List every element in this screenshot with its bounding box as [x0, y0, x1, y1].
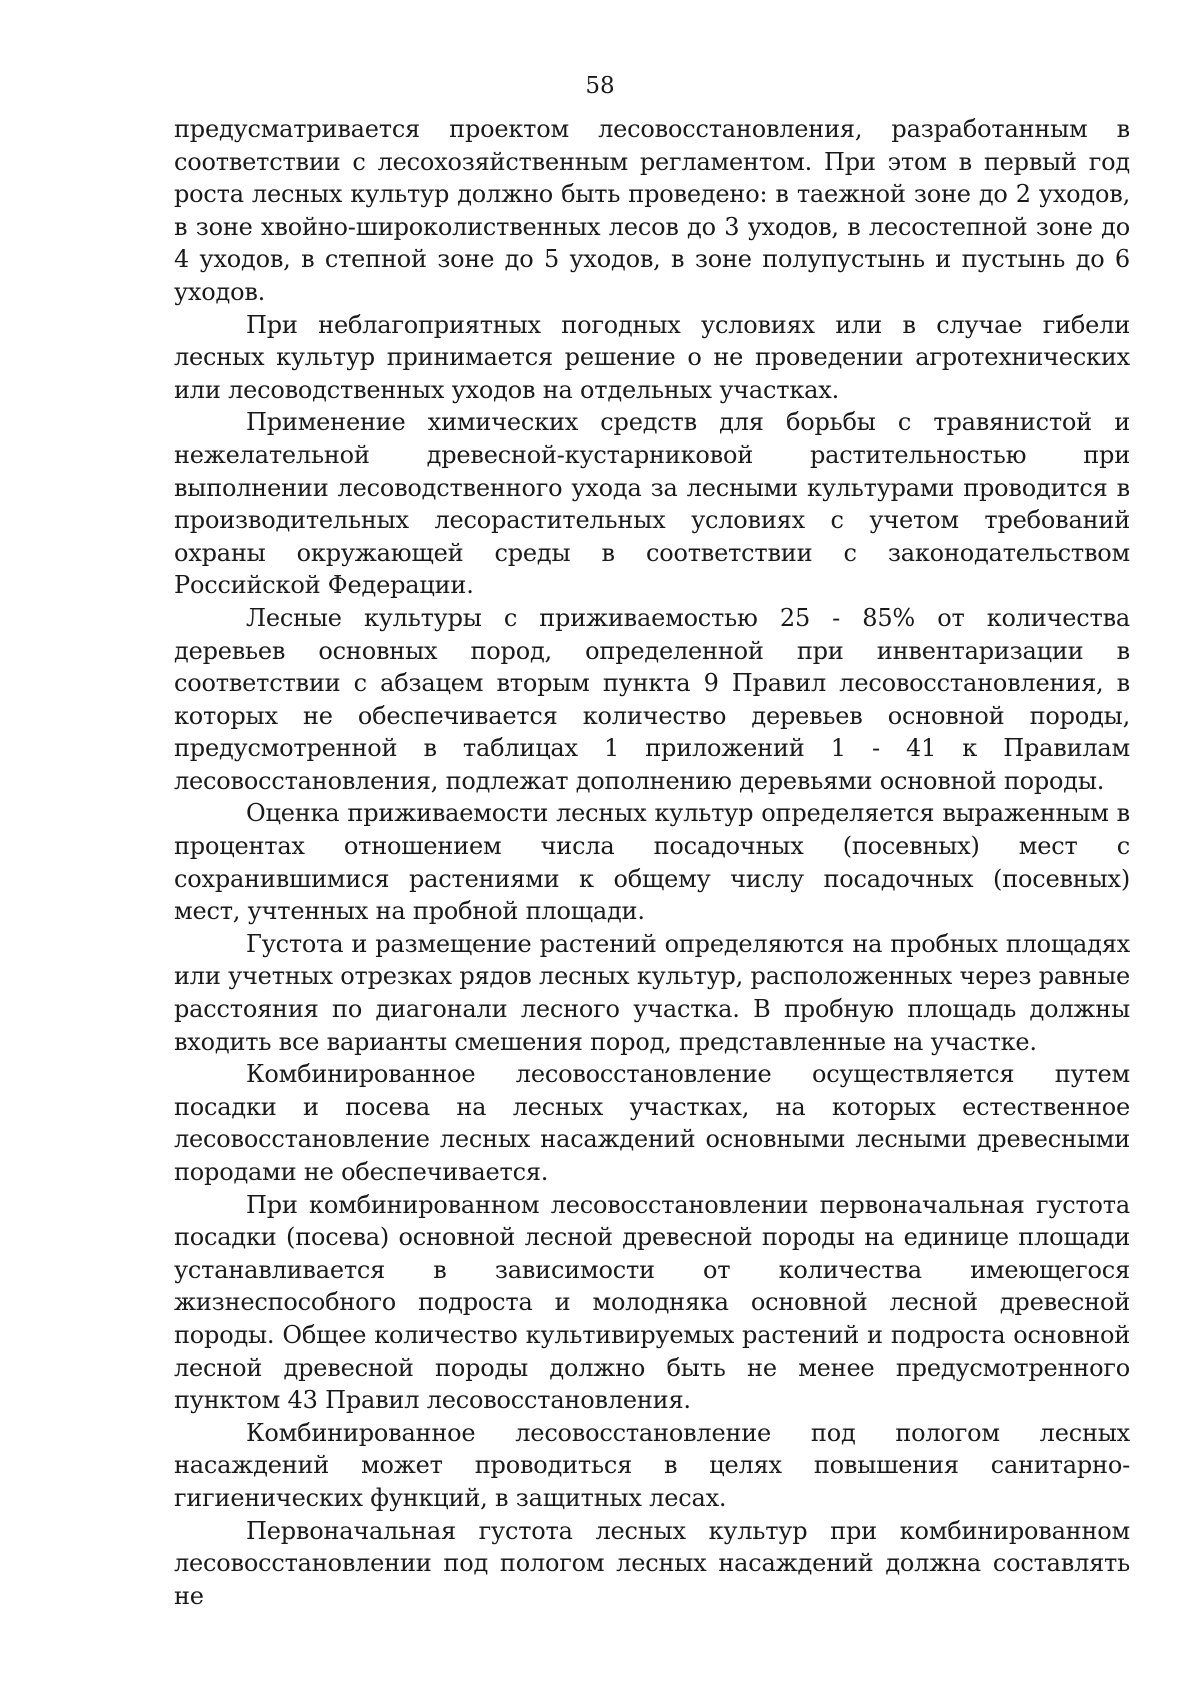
- paragraph-3: Применение химических средств для борьбы с травянистой и нежелательной древесной-кустарниковой растительностью при выполнении лесоводственного ухода за лесными культурами проводится в производительных лесорастительных условиях с учетом требований охраны окружающей среды в соответствии с законодательством Российской Федерации.: [174, 408, 1130, 600]
- paragraph-6: Густота и размещение растений определяются на пробных площадях или учетных отрезках рядов лесных культур, расположенных через равные расстояния по диагонали лесного участка. В пробную площадь должны входить все варианты смешения пород, представленные на участке.: [174, 929, 1130, 1056]
- paragraph-4: Лесные культуры с приживаемостью 25 - 85% от количества деревьев основных пород, определенной при инвентаризации в соответствии с абзацем вторым пункта 9 Правил лесовосстановления, в которых не обеспечивается количество деревьев основной породы, предусмотренной в таблицах 1 приложений 1 - 41 к Правилам лесовосстановления, подлежат дополнению деревьями основной породы.: [174, 603, 1130, 795]
- page-number: 58: [585, 73, 615, 99]
- paragraph-9: Комбинированное лесовосстановление под пологом лесных насаждений может проводиться в целях повышения санитарно-гигиенических функций, в защитных лесах.: [174, 1418, 1130, 1512]
- paragraph-2: При неблагоприятных погодных условиях или в случае гибели лесных культур принимается решение о не проведении агротехнических или лесоводственных уходов на отдельных участках.: [174, 310, 1130, 404]
- paragraph-1: предусматривается проектом лесовосстановления, разработанным в соответствии с лесохозяйственным регламентом. При этом в первый год роста лесных культур должно быть проведено: в таежной зоне до 2 уходов, в зоне хвойно-широколиственных лесов до 3 уходов, в лесостепной зоне до 4 уходов, в степной зоне до 5 уходов, в зоне полупустынь и пустынь до 6 уходов.: [174, 115, 1130, 306]
- paragraph-7: Комбинированное лесовосстановление осуществляется путем посадки и посева на лесных участках, на которых естественное лесовосстановление лесных насаждений основными лесными древесными породами не обеспечивается.: [174, 1060, 1130, 1186]
- paragraph-10: Первоначальная густота лесных культур при комбинированном лесовосстановлении под пологом лесных насаждений должна составлять не: [174, 1516, 1130, 1610]
- paragraph-8: При комбинированном лесовосстановлении первоначальная густота посадки (посева) основной лесной древесной породы на единице площади устанавливается в зависимости от количества имеющегося жизнеспособного подроста и молодняка основной лесной древесной породы. Общее количество культивируемых растений и подроста основной лесной древесной породы должно быть не менее предусмотренного пунктом 43 Правил лесовосстановления.: [174, 1190, 1130, 1415]
- paragraph-5: Оценка приживаемости лесных культур определяется выраженным в процентах отношением числа посадочных (посевных) мест с сохранившимися растениями к общему числу посадочных (посевных) мест, учтенных на пробной площади.: [174, 799, 1130, 926]
- body-text: [174, 113, 1130, 1612]
